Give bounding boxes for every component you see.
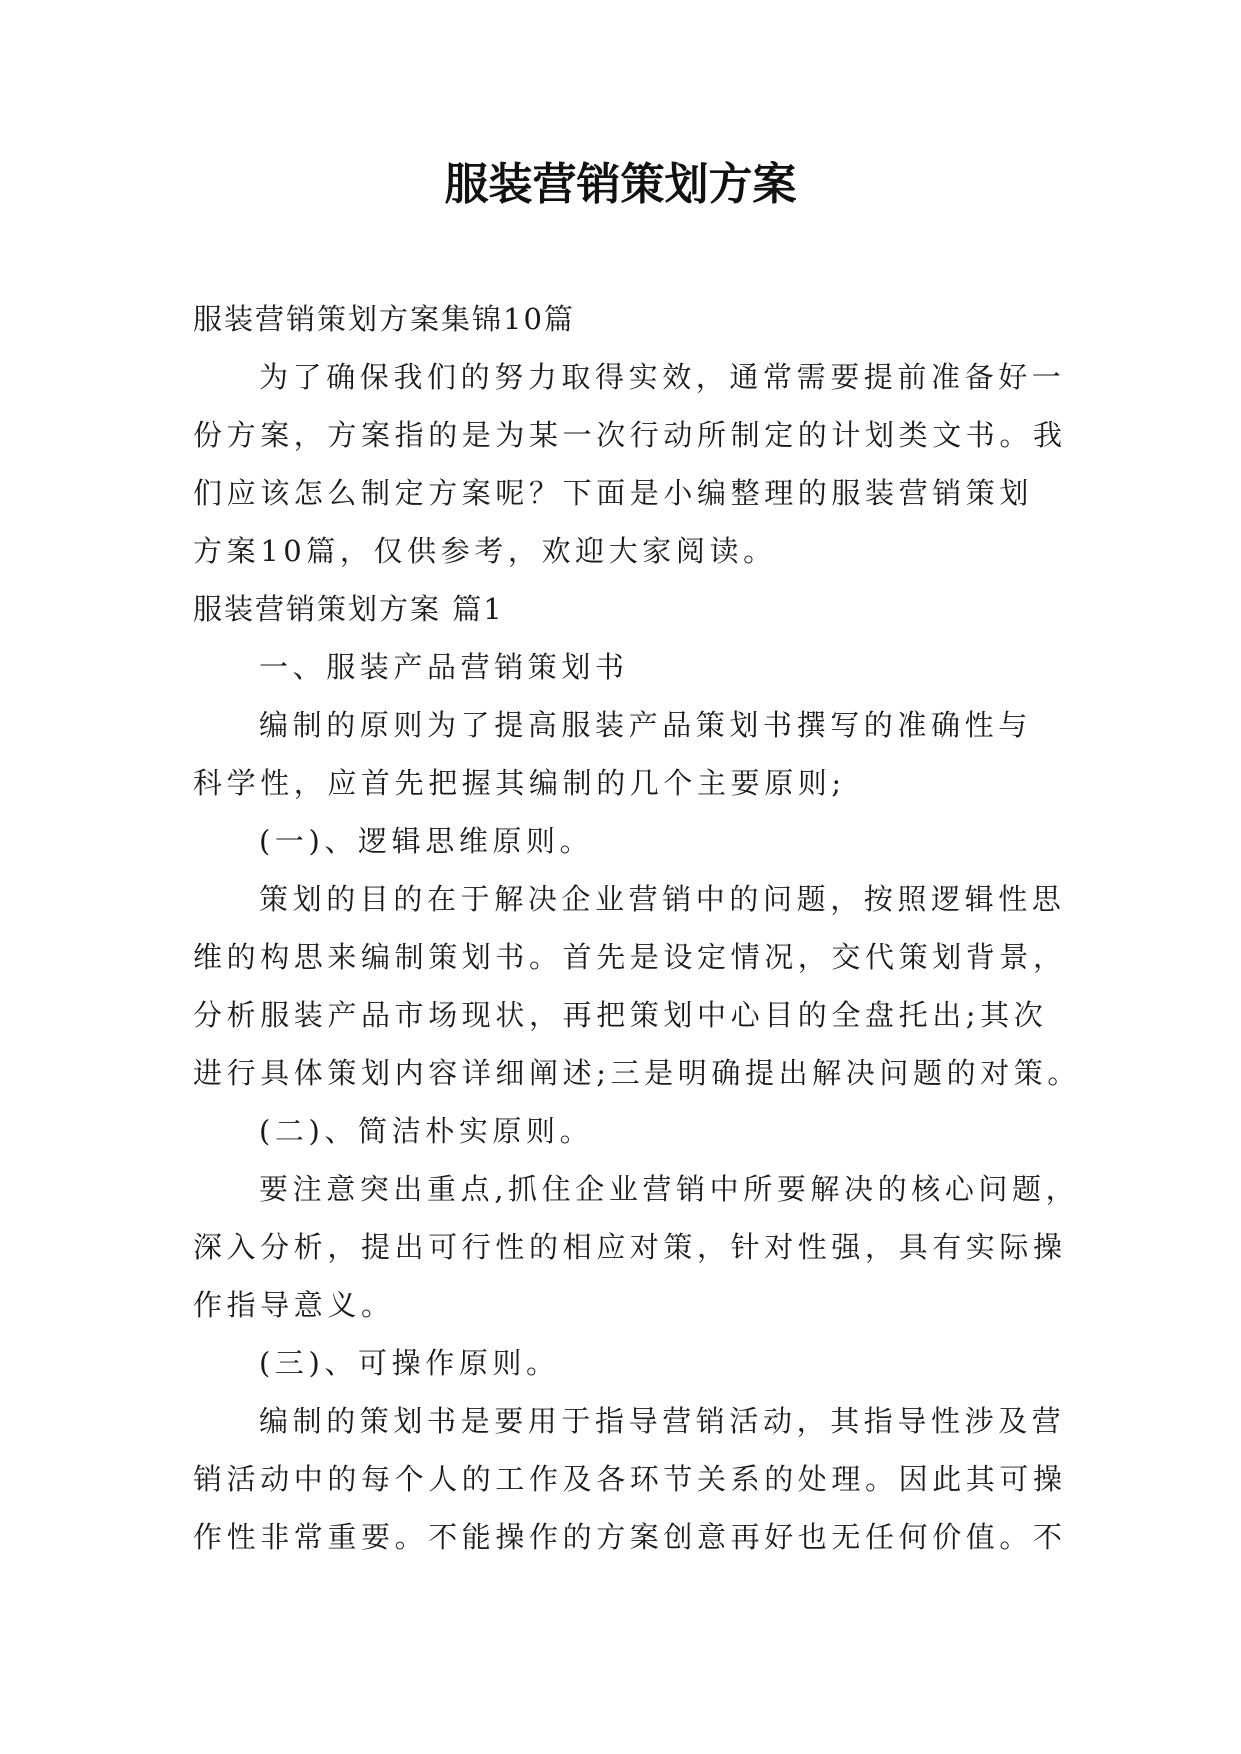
text-line: 份方案，方案指的是为某一次行动所制定的计划类文书。我 (193, 418, 1067, 452)
document-body (193, 290, 1081, 1566)
section-heading: 服装营销策划方案 篇1 (193, 592, 504, 626)
text-line: 作性非常重要。不能操作的方案创意再好也无任何价值。不 (193, 1520, 1067, 1554)
text-line: 销活动中的每个人的工作及各环节关系的处理。因此其可操 (193, 1462, 1067, 1496)
text-line: 方案10篇，仅供参考，欢迎大家阅读。 (193, 534, 777, 568)
text-line: 服装营销策划方案集锦10篇 (193, 302, 575, 336)
text-line: 分析服装产品市场现状，再把策划中心目的全盘托出;其次 (193, 998, 1048, 1032)
text-line: 策划的目的在于解决企业营销中的问题，按照逻辑性思 (259, 882, 1066, 916)
text-line: 们应该怎么制定方案呢？下面是小编整理的服装营销策划 (193, 476, 1034, 510)
text-line: (二)、简洁朴实原则。 (259, 1114, 594, 1148)
text-line: 一、服装产品营销策划书 (259, 650, 629, 684)
document-title: 服装营销策划方案 (444, 159, 797, 210)
text-line: 科学性，应首先把握其编制的几个主要原则; (193, 766, 846, 800)
text-line: 为了确保我们的努力取得实效，通常需要提前准备好一 (259, 360, 1066, 394)
text-line: 维的构思来编制策划书。首先是设定情况，交代策划背景， (193, 940, 1067, 974)
text-line: 作指导意义。 (193, 1288, 395, 1322)
text-line: (一)、逻辑思维原则。 (259, 824, 594, 858)
text-line: 编制的原则为了提高服装产品策划书撰写的准确性与 (259, 708, 1032, 742)
text-line: (三)、可操作原则。 (259, 1346, 560, 1380)
text-line: 要注意突出重点,抓住企业营销中所要解决的核心问题， (259, 1172, 1080, 1206)
text-line: 深入分析，提出可行性的相应对策，针对性强，具有实际操 (193, 1230, 1067, 1264)
text-line: 进行具体策划内容详细阐述;三是明确提出解决问题的对策。 (193, 1056, 1081, 1090)
text-line: 编制的策划书是要用于指导营销活动，其指导性涉及营 (259, 1404, 1066, 1438)
